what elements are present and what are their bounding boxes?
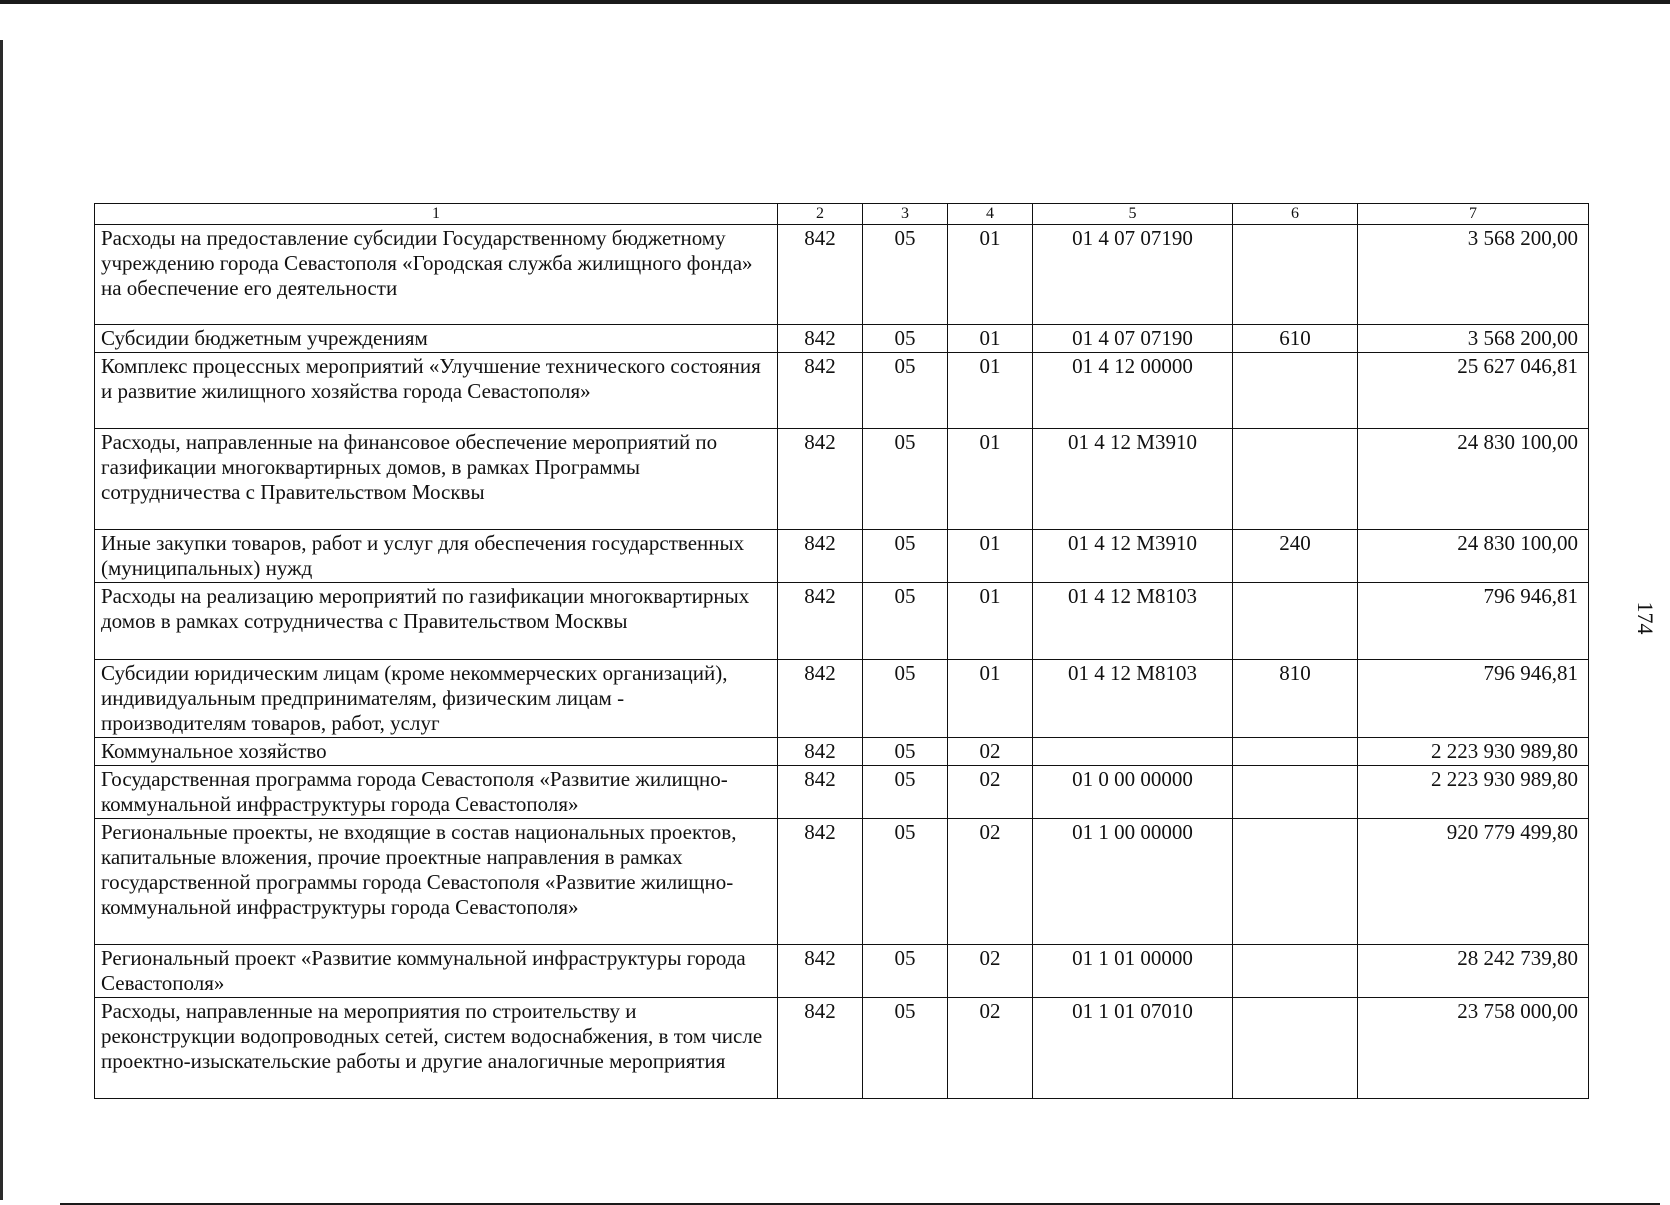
row-section-cell: 05 [863, 998, 948, 1099]
row-expense-type-cell: 810 [1233, 660, 1358, 738]
row-expense-type-cell [1233, 429, 1358, 530]
table-row [95, 945, 1589, 998]
row-grbs-cell: 842 [778, 766, 863, 819]
row-amount-cell: 796 946,81 [1358, 660, 1589, 738]
row-target-article-cell: 01 0 00 00000 [1033, 766, 1233, 819]
table-row [95, 738, 1589, 766]
row-expense-type-cell [1233, 819, 1358, 945]
row-amount-cell: 920 779 499,80 [1358, 819, 1589, 945]
row-section-cell: 05 [863, 660, 948, 738]
row-amount-cell: 3 568 200,00 [1358, 225, 1589, 325]
table-row [95, 583, 1589, 660]
row-section-cell: 05 [863, 530, 948, 583]
row-grbs-cell: 842 [778, 325, 863, 353]
row-subsection-cell: 02 [948, 766, 1033, 819]
header-cell: 1 [95, 204, 778, 225]
row-amount-cell: 24 830 100,00 [1358, 530, 1589, 583]
table-row [95, 429, 1589, 530]
table-row [95, 353, 1589, 429]
row-target-article-cell: 01 1 01 00000 [1033, 945, 1233, 998]
row-name-cell: Иные закупки товаров, работ и услуг для обеспечения государственных (муниципальных) нужд [95, 530, 778, 583]
table-row [95, 660, 1589, 738]
row-expense-type-cell [1233, 583, 1358, 660]
row-subsection-cell: 01 [948, 325, 1033, 353]
row-section-cell: 05 [863, 225, 948, 325]
row-subsection-cell: 01 [948, 225, 1033, 325]
row-amount-cell: 25 627 046,81 [1358, 353, 1589, 429]
row-name-cell: Расходы, направленные на мероприятия по строительству и реконструкции водопроводных сетей, систем водоснабжения, в том числе проектно-изыскательские работы и другие аналогичные мероприятия [95, 998, 778, 1099]
row-grbs-cell: 842 [778, 945, 863, 998]
row-subsection-cell: 01 [948, 353, 1033, 429]
row-name-cell: Расходы на реализацию мероприятий по газификации многоквартирных домов в рамках сотрудничества с Правительством Москвы [95, 583, 778, 660]
header-cell: 4 [948, 204, 1033, 225]
row-section-cell: 05 [863, 429, 948, 530]
table-row [95, 766, 1589, 819]
row-target-article-cell: 01 4 12 00000 [1033, 353, 1233, 429]
row-expense-type-cell [1233, 766, 1358, 819]
row-amount-cell: 24 830 100,00 [1358, 429, 1589, 530]
row-grbs-cell: 842 [778, 429, 863, 530]
row-target-article-cell: 01 4 12 М8103 [1033, 583, 1233, 660]
row-grbs-cell: 842 [778, 738, 863, 766]
row-subsection-cell: 02 [948, 819, 1033, 945]
row-target-article-cell: 01 4 12 М3910 [1033, 530, 1233, 583]
row-expense-type-cell: 610 [1233, 325, 1358, 353]
row-amount-cell: 3 568 200,00 [1358, 325, 1589, 353]
row-target-article-cell: 01 4 07 07190 [1033, 325, 1233, 353]
row-section-cell: 05 [863, 325, 948, 353]
row-subsection-cell: 01 [948, 660, 1033, 738]
row-expense-type-cell [1233, 738, 1358, 766]
row-subsection-cell: 01 [948, 429, 1033, 530]
row-grbs-cell: 842 [778, 583, 863, 660]
scan-border-top [0, 0, 1670, 4]
table-row [95, 819, 1589, 945]
header-cell: 6 [1233, 204, 1358, 225]
header-cell: 2 [778, 204, 863, 225]
budget-table [94, 203, 1589, 1099]
row-expense-type-cell: 240 [1233, 530, 1358, 583]
row-name-cell: Субсидии бюджетным учреждениям [95, 325, 778, 353]
row-amount-cell: 2 223 930 989,80 [1358, 738, 1589, 766]
row-section-cell: 05 [863, 583, 948, 660]
row-amount-cell: 2 223 930 989,80 [1358, 766, 1589, 819]
row-grbs-cell: 842 [778, 660, 863, 738]
row-name-cell: Коммунальное хозяйство [95, 738, 778, 766]
row-grbs-cell: 842 [778, 998, 863, 1099]
row-name-cell: Субсидии юридическим лицам (кроме некоммерческих организаций), индивидуальным предпринимателям, физическим лицам - производителям товаров, работ, услуг [95, 660, 778, 738]
table-row [95, 998, 1589, 1099]
row-target-article-cell: 01 4 07 07190 [1033, 225, 1233, 325]
row-grbs-cell: 842 [778, 225, 863, 325]
row-name-cell: Расходы на предоставление субсидии Государственному бюджетному учреждению города Севастополя «Городская служба жилищного фонда» на обеспечение его деятельности [95, 225, 778, 325]
header-cell: 3 [863, 204, 948, 225]
row-grbs-cell: 842 [778, 353, 863, 429]
row-expense-type-cell [1233, 945, 1358, 998]
scan-border-left [0, 40, 3, 1200]
row-subsection-cell: 01 [948, 530, 1033, 583]
table-row [95, 530, 1589, 583]
header-cell: 7 [1358, 204, 1589, 225]
row-amount-cell: 796 946,81 [1358, 583, 1589, 660]
row-section-cell: 05 [863, 353, 948, 429]
row-expense-type-cell [1233, 353, 1358, 429]
table-row [95, 225, 1589, 325]
row-target-article-cell: 01 1 00 00000 [1033, 819, 1233, 945]
row-grbs-cell: 842 [778, 530, 863, 583]
row-subsection-cell: 01 [948, 583, 1033, 660]
row-name-cell: Региональные проекты, не входящие в состав национальных проектов, капитальные вложения, прочие проектные направления в рамках государственной программы города Севастополя «Развитие жилищно-коммунальной инфраструктуры города Севастополя» [95, 819, 778, 945]
row-target-article-cell: 01 1 01 07010 [1033, 998, 1233, 1099]
row-subsection-cell: 02 [948, 945, 1033, 998]
row-name-cell: Региональный проект «Развитие коммунальной инфраструктуры города Севастополя» [95, 945, 778, 998]
row-amount-cell: 28 242 739,80 [1358, 945, 1589, 998]
row-target-article-cell: 01 4 12 М8103 [1033, 660, 1233, 738]
row-amount-cell: 23 758 000,00 [1358, 998, 1589, 1099]
row-name-cell: Комплекс процессных мероприятий «Улучшение технического состояния и развитие жилищного хозяйства города Севастополя» [95, 353, 778, 429]
row-name-cell: Расходы, направленные на финансовое обеспечение мероприятий по газификации многоквартирных домов, в рамках Программы сотрудничества с Правительством Москвы [95, 429, 778, 530]
row-name-cell: Государственная программа города Севастополя «Развитие жилищно-коммунальной инфраструктуры города Севастополя» [95, 766, 778, 819]
row-target-article-cell [1033, 738, 1233, 766]
header-cell: 5 [1033, 204, 1233, 225]
row-section-cell: 05 [863, 819, 948, 945]
row-grbs-cell: 842 [778, 819, 863, 945]
row-target-article-cell: 01 4 12 М3910 [1033, 429, 1233, 530]
row-expense-type-cell [1233, 998, 1358, 1099]
table-row [95, 325, 1589, 353]
row-subsection-cell: 02 [948, 738, 1033, 766]
row-expense-type-cell [1233, 225, 1358, 325]
row-section-cell: 05 [863, 945, 948, 998]
row-section-cell: 05 [863, 766, 948, 819]
row-subsection-cell: 02 [948, 998, 1033, 1099]
header-row [95, 204, 1589, 225]
page-number: 174 [1633, 601, 1658, 635]
row-section-cell: 05 [863, 738, 948, 766]
